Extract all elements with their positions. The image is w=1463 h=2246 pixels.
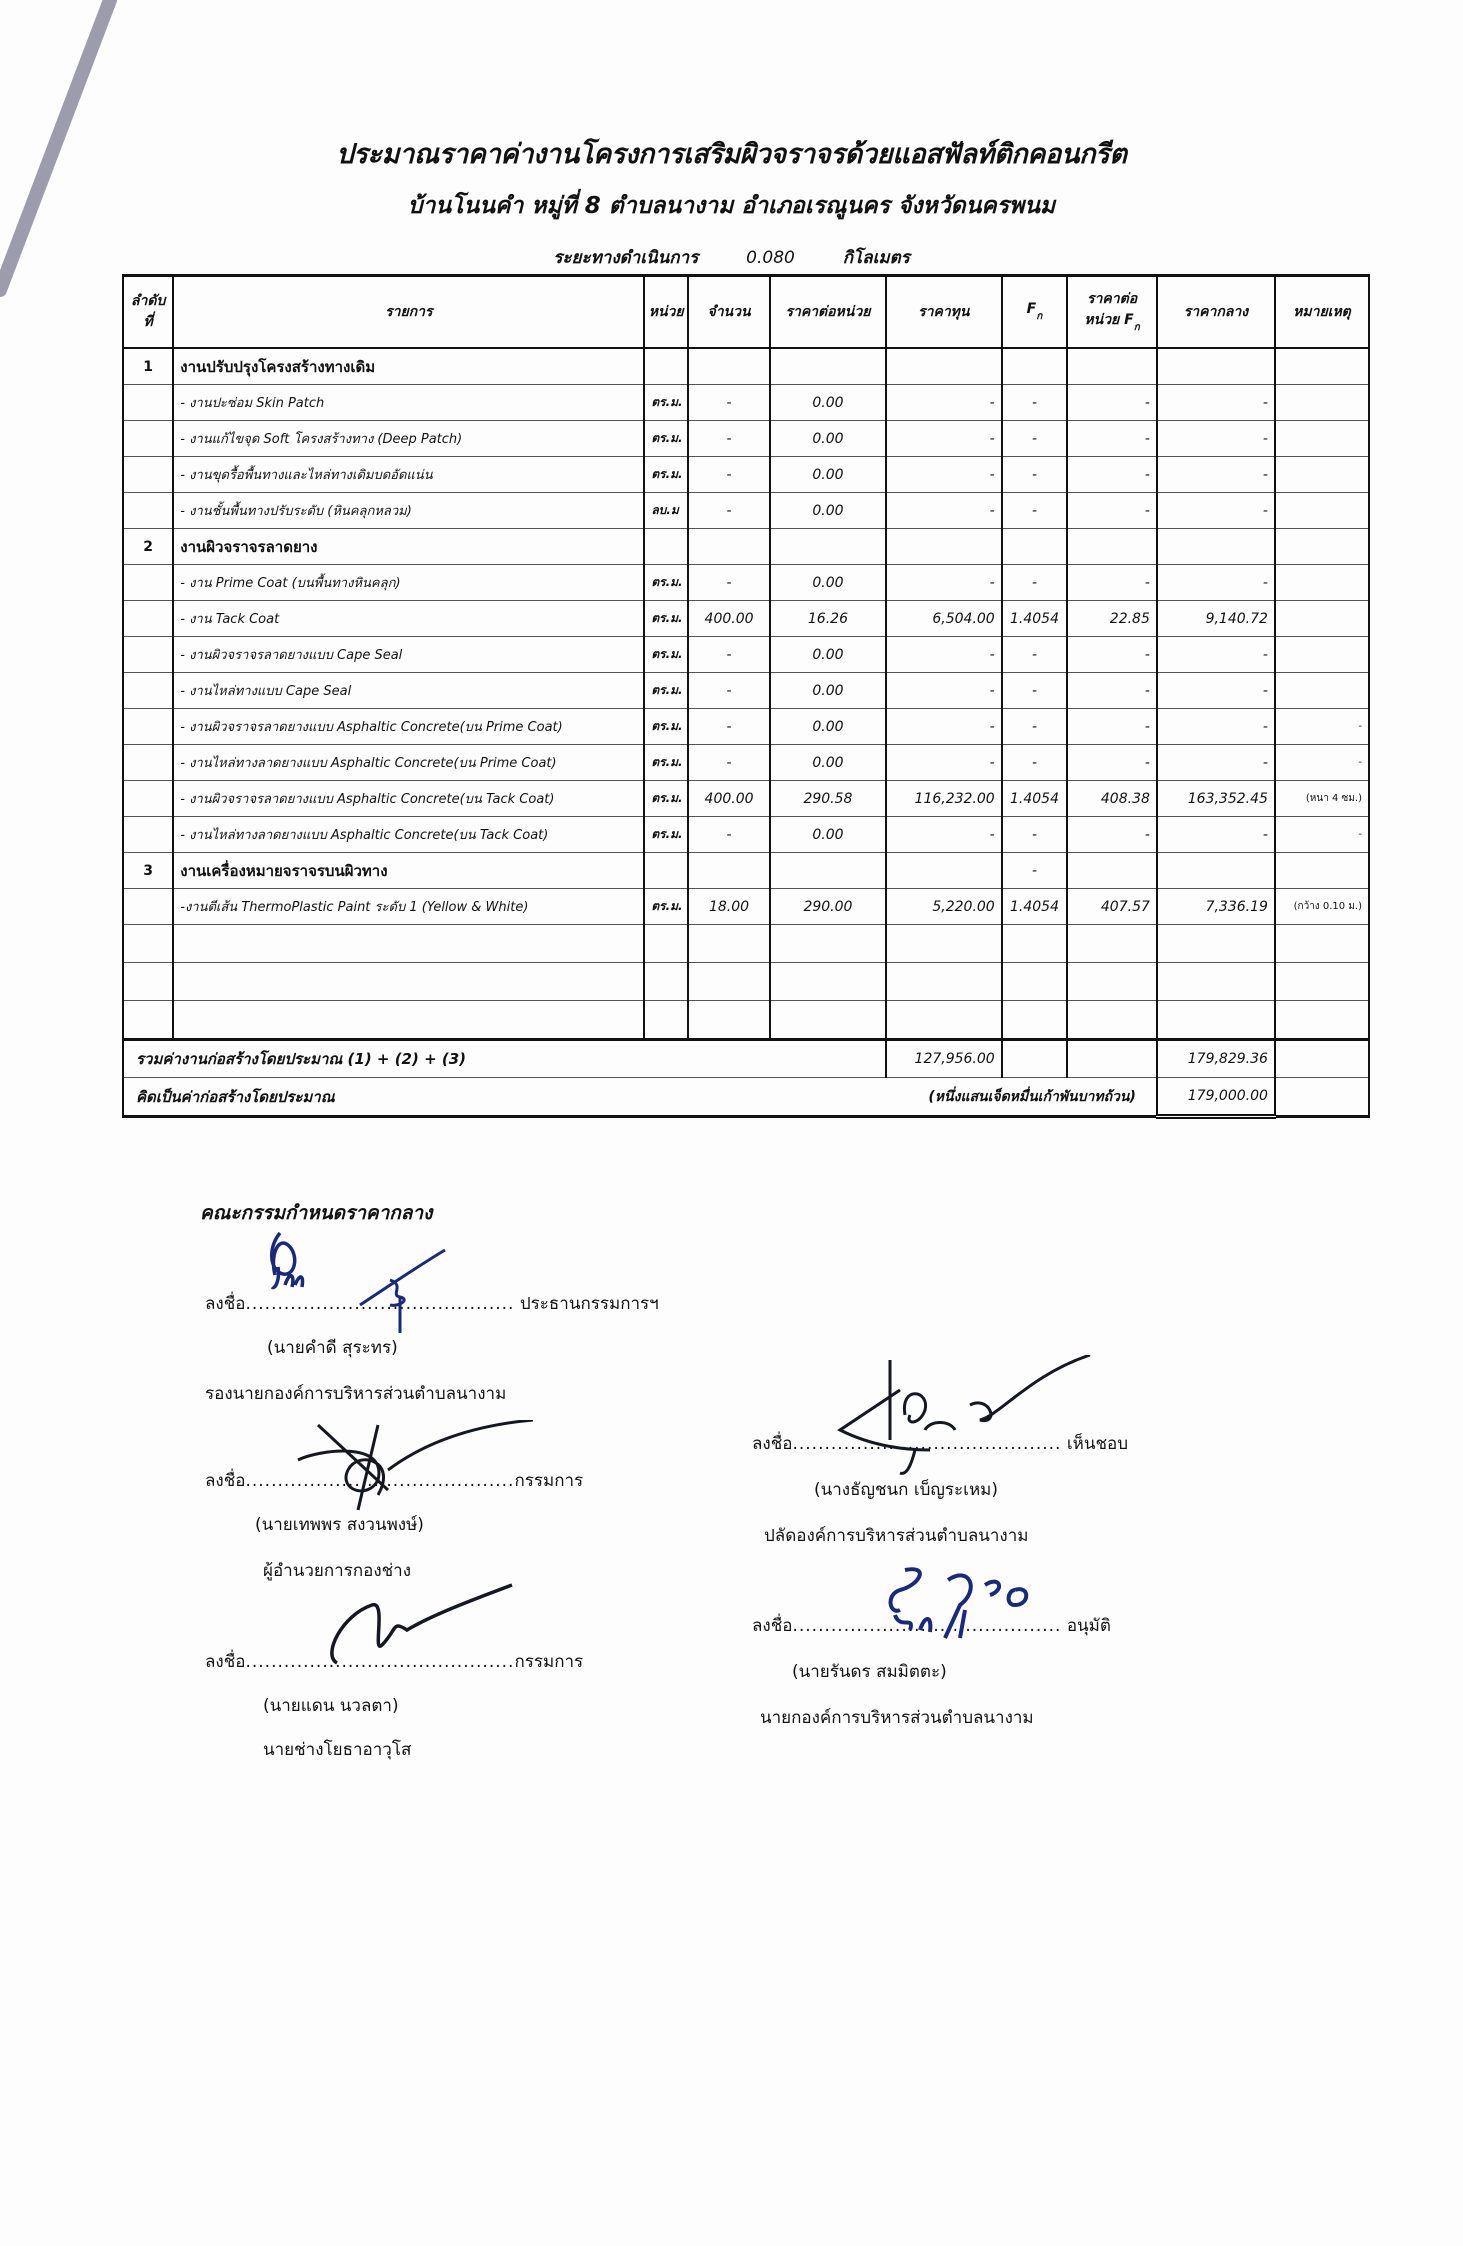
item-unit-price-factor: - xyxy=(1067,385,1157,421)
item-unit: ตร.ม. xyxy=(644,817,688,853)
item-unit-price: 0.00 xyxy=(770,745,886,781)
item-cost: - xyxy=(886,673,1002,709)
empty-cell xyxy=(886,963,1002,1001)
header-factor-subscript: ก xyxy=(1036,310,1043,322)
section-number: 1 xyxy=(123,348,173,385)
signature-dots: .......................................... xyxy=(792,1616,1062,1636)
signature-line xyxy=(752,1612,1232,1639)
row-number-cell xyxy=(123,421,173,457)
item-cost: - xyxy=(886,709,1002,745)
item-factor: - xyxy=(1002,673,1068,709)
distance-value: 0.080 xyxy=(746,248,795,268)
item-median-price: - xyxy=(1157,457,1275,493)
item-description: - งานผิวจราจรลาดยางแบบ Asphaltic Concrete(บน Prime Coat) xyxy=(173,709,644,745)
item-cost: - xyxy=(886,421,1002,457)
item-unit-price-factor: - xyxy=(1067,673,1157,709)
item-median-price: 7,336.19 xyxy=(1157,889,1275,925)
row-number-cell xyxy=(123,781,173,817)
item-median-price: - xyxy=(1157,637,1275,673)
item-factor: - xyxy=(1002,385,1068,421)
item-unit-price: 0.00 xyxy=(770,817,886,853)
signatory-position: นายกองค์การบริหารส่วนตำบลนางาม xyxy=(760,1708,1034,1728)
table-row xyxy=(123,385,1369,421)
item-median-price: - xyxy=(1157,709,1275,745)
empty-cell xyxy=(1002,348,1068,385)
row-number-cell xyxy=(123,457,173,493)
empty-row xyxy=(123,963,1369,1001)
header-no-line2: ที่ xyxy=(143,314,153,330)
item-description: - งาน Prime Coat (บนพื้นทางหินคลุก) xyxy=(173,565,644,601)
item-median-price: - xyxy=(1157,385,1275,421)
empty-cell xyxy=(1275,348,1369,385)
empty-cell xyxy=(1275,925,1369,963)
item-factor: - xyxy=(1002,421,1068,457)
item-unit: ตร.ม. xyxy=(644,709,688,745)
signatory-role: อนุมัติ xyxy=(1066,1616,1111,1636)
row-number-cell xyxy=(123,673,173,709)
item-unit-price: 0.00 xyxy=(770,637,886,673)
header-remark: หมายเหตุ xyxy=(1275,276,1369,349)
item-unit-price: 0.00 xyxy=(770,385,886,421)
item-unit-price: 0.00 xyxy=(770,493,886,529)
item-median-price: - xyxy=(1157,421,1275,457)
header-upf-line1: ราคาต่อ xyxy=(1087,291,1138,307)
row-number-cell xyxy=(123,493,173,529)
sign-prefix: ลงชื่อ xyxy=(752,1434,793,1454)
item-unit-price-factor: 22.85 xyxy=(1067,601,1157,637)
empty-cell xyxy=(770,348,886,385)
empty-cell xyxy=(1067,1001,1157,1040)
empty-cell xyxy=(644,1001,688,1040)
empty-cell xyxy=(644,348,688,385)
item-quantity: - xyxy=(688,457,770,493)
header-median-price: ราคากลาง xyxy=(1157,276,1275,349)
empty-cell xyxy=(1275,963,1369,1001)
item-description: - งานผิวจราจรลาดยางแบบ Cape Seal xyxy=(173,637,644,673)
signatory-name: (นายเทพพร สงวนพงษ์) xyxy=(255,1515,424,1535)
item-median-price: - xyxy=(1157,817,1275,853)
table-row xyxy=(123,745,1369,781)
document-title: ประมาณราคาค่างานโครงการเสริมผิวจราจรด้วยแอสฟัลท์ติกคอนกรีต xyxy=(336,139,1127,170)
row-number-cell xyxy=(123,637,173,673)
item-quantity: - xyxy=(688,709,770,745)
empty-cell xyxy=(1002,1001,1068,1040)
section-title: งานเครื่องหมายจราจรบนผิวทาง xyxy=(173,853,644,889)
item-unit-price-factor: - xyxy=(1067,493,1157,529)
row-number-cell xyxy=(123,745,173,781)
empty-cell xyxy=(1067,853,1157,889)
item-unit: ตร.ม. xyxy=(644,385,688,421)
empty-cell xyxy=(688,963,770,1001)
item-unit-price: 0.00 xyxy=(770,421,886,457)
header-upf-subscript: ก xyxy=(1133,322,1140,333)
item-cost: 5,220.00 xyxy=(886,889,1002,925)
empty-cell xyxy=(770,963,886,1001)
item-unit: ตร.ม. xyxy=(644,889,688,925)
table-row xyxy=(123,565,1369,601)
signature-dots: .......................................... xyxy=(245,1471,515,1491)
item-remark xyxy=(1275,493,1369,529)
item-description: - งานขุดรื้อพื้นทางและไหล่ทางเดิมบดอัดแน่น xyxy=(173,457,644,493)
item-unit-price-factor: - xyxy=(1067,421,1157,457)
final-amount-in-words: (หนึ่งแสนเจ็ดหมื่นเก้าพันบาทถ้วน) xyxy=(688,1078,1157,1117)
item-factor: - xyxy=(1002,817,1068,853)
empty-cell xyxy=(770,925,886,963)
signature-line xyxy=(205,1467,665,1494)
signature-dots: .......................................... xyxy=(245,1294,515,1314)
item-quantity: - xyxy=(688,637,770,673)
empty-cell xyxy=(770,1001,886,1040)
item-remark: - xyxy=(1275,745,1369,781)
final-label: คิดเป็นค่าก่อสร้างโดยประมาณ xyxy=(123,1078,688,1117)
item-description: - งานปะซ่อม Skin Patch xyxy=(173,385,644,421)
item-cost: - xyxy=(886,637,1002,673)
empty-cell xyxy=(770,853,886,889)
empty-cell xyxy=(886,529,1002,565)
header-factor-symbol: F xyxy=(1026,300,1037,317)
signatory-role: กรรมการ xyxy=(514,1652,584,1672)
item-description: - งานไหล่ทางแบบ Cape Seal xyxy=(173,673,644,709)
distance-unit: กิโลเมตร xyxy=(842,248,910,268)
empty-cell xyxy=(886,925,1002,963)
signature-line xyxy=(752,1430,1232,1457)
item-median-price: - xyxy=(1157,565,1275,601)
item-remark xyxy=(1275,637,1369,673)
item-factor: - xyxy=(1002,709,1068,745)
item-unit-price-factor: - xyxy=(1067,709,1157,745)
empty-cell xyxy=(1002,963,1068,1001)
item-description: - งานไหล่ทางลาดยางแบบ Asphaltic Concrete(บน Tack Coat) xyxy=(173,817,644,853)
signatory-name: (นายคำดี สุระทร) xyxy=(267,1338,398,1358)
header-unit-price: ราคาต่อหน่วย xyxy=(770,276,886,349)
header-unit-price-factor xyxy=(1067,276,1157,349)
signatory-role: เห็นชอบ xyxy=(1066,1434,1129,1454)
empty-cell xyxy=(688,1001,770,1040)
signature-dots: .......................................... xyxy=(792,1434,1062,1454)
item-unit-price-factor: - xyxy=(1067,637,1157,673)
empty-cell xyxy=(1157,348,1275,385)
item-unit: ตร.ม. xyxy=(644,673,688,709)
item-unit-price-factor: - xyxy=(1067,817,1157,853)
table-row xyxy=(123,493,1369,529)
empty-cell xyxy=(1157,925,1275,963)
item-quantity: 400.00 xyxy=(688,601,770,637)
item-median-price: - xyxy=(1157,493,1275,529)
empty-cell xyxy=(1275,529,1369,565)
section-number: 2 xyxy=(123,529,173,565)
empty-cell xyxy=(1002,529,1068,565)
signatory-name: (นายรันดร สมมิตตะ) xyxy=(792,1662,947,1682)
signatory-name: (นางธัญชนก เบ็ญระเหม) xyxy=(814,1480,999,1500)
item-unit-price: 290.58 xyxy=(770,781,886,817)
item-factor: 1.4054 xyxy=(1002,601,1068,637)
item-cost: - xyxy=(886,457,1002,493)
cost-estimate-table xyxy=(122,274,1370,1119)
section-factor: - xyxy=(1002,853,1068,889)
item-unit-price-factor: 407.57 xyxy=(1067,889,1157,925)
item-remark xyxy=(1275,673,1369,709)
header-unit: หน่วย xyxy=(644,276,688,349)
sign-prefix: ลงชื่อ xyxy=(752,1616,793,1636)
table-body xyxy=(123,348,1369,1117)
section-row xyxy=(123,853,1369,889)
empty-cell xyxy=(886,853,1002,889)
item-unit-price: 0.00 xyxy=(770,673,886,709)
distance-label: ระยะทางดำเนินการ xyxy=(553,248,699,268)
header-cost: ราคาทุน xyxy=(886,276,1002,349)
signatory-role: ประธานกรรมการฯ xyxy=(519,1294,659,1314)
table-row xyxy=(123,637,1369,673)
item-quantity: - xyxy=(688,817,770,853)
empty-cell xyxy=(1157,853,1275,889)
item-description: - งานแก้ไขจุด Soft โครงสร้างทาง (Deep Patch) xyxy=(173,421,644,457)
empty-cell xyxy=(644,853,688,889)
item-factor: - xyxy=(1002,565,1068,601)
item-median-price: 163,352.45 xyxy=(1157,781,1275,817)
row-number-cell xyxy=(123,385,173,421)
empty-cell xyxy=(123,963,173,1001)
item-unit: ตร.ม. xyxy=(644,565,688,601)
table-row xyxy=(123,673,1369,709)
item-median-price: - xyxy=(1157,673,1275,709)
signature-line xyxy=(205,1648,665,1675)
signatory-position: ปลัดองค์การบริหารส่วนตำบลนางาม xyxy=(764,1526,1029,1546)
table-row xyxy=(123,889,1369,925)
row-number-cell xyxy=(123,817,173,853)
empty-cell xyxy=(1067,348,1157,385)
item-cost: - xyxy=(886,817,1002,853)
item-remark xyxy=(1275,385,1369,421)
header-upf-line2: หน่วย F xyxy=(1084,312,1134,328)
table-row xyxy=(123,457,1369,493)
item-unit-price: 0.00 xyxy=(770,709,886,745)
header-description: รายการ xyxy=(173,276,644,349)
empty-cell xyxy=(173,925,644,963)
table-row xyxy=(123,421,1369,457)
item-unit: ตร.ม. xyxy=(644,745,688,781)
item-factor: - xyxy=(1002,637,1068,673)
signatory-position: นายช่างโยธาอาวุโส xyxy=(263,1740,412,1760)
final-row xyxy=(123,1078,1369,1117)
item-quantity: - xyxy=(688,673,770,709)
empty-cell xyxy=(123,925,173,963)
signatory-position: ผู้อำนวยการกองช่าง xyxy=(263,1561,412,1581)
item-unit-price-factor: - xyxy=(1067,457,1157,493)
sign-prefix: ลงชื่อ xyxy=(205,1652,246,1672)
item-quantity: 18.00 xyxy=(688,889,770,925)
item-unit-price: 0.00 xyxy=(770,457,886,493)
row-number-cell xyxy=(123,889,173,925)
item-unit-price-factor: - xyxy=(1067,565,1157,601)
item-cost: - xyxy=(886,565,1002,601)
item-cost: - xyxy=(886,745,1002,781)
item-unit: ตร.ม. xyxy=(644,781,688,817)
empty-cell xyxy=(123,1001,173,1040)
signatory-name: (นายแดน นวลตา) xyxy=(263,1696,399,1716)
item-description: - งานชั้นพื้นทางปรับระดับ (หินคลุกหลวม) xyxy=(173,493,644,529)
empty-cell xyxy=(688,853,770,889)
empty-cell xyxy=(644,529,688,565)
row-number-cell xyxy=(123,565,173,601)
item-cost: - xyxy=(886,493,1002,529)
item-description: -งานตีเส้น ThermoPlastic Paint ระดับ 1 (Yellow & White) xyxy=(173,889,644,925)
item-quantity: - xyxy=(688,385,770,421)
empty-row xyxy=(123,1001,1369,1040)
total-row xyxy=(123,1040,1369,1078)
item-unit: ตร.ม. xyxy=(644,601,688,637)
item-median-price: 9,140.72 xyxy=(1157,601,1275,637)
section-row xyxy=(123,348,1369,385)
total-label: รวมค่างานก่อสร้างโดยประมาณ (1) + (2) + (3) xyxy=(123,1040,886,1078)
header-no xyxy=(123,276,173,349)
empty-cell xyxy=(1002,925,1068,963)
empty-cell xyxy=(644,925,688,963)
empty-cell xyxy=(173,963,644,1001)
section-title: งานผิวจราจรลาดยาง xyxy=(173,529,644,565)
item-unit: ตร.ม. xyxy=(644,637,688,673)
empty-cell xyxy=(1067,963,1157,1001)
item-quantity: - xyxy=(688,565,770,601)
signature-block-chairman xyxy=(205,1290,665,1420)
header-no-line1: ลำดับ xyxy=(130,293,166,309)
item-cost: - xyxy=(886,385,1002,421)
final-rounded-amount: 179,000.00 xyxy=(1157,1078,1275,1117)
item-remark xyxy=(1275,457,1369,493)
empty-cell xyxy=(1275,1040,1369,1078)
item-cost: 6,504.00 xyxy=(886,601,1002,637)
item-unit-price: 16.26 xyxy=(770,601,886,637)
empty-cell xyxy=(770,529,886,565)
item-cost: 116,232.00 xyxy=(886,781,1002,817)
item-unit: ตร.ม. xyxy=(644,457,688,493)
empty-row xyxy=(123,925,1369,963)
empty-cell xyxy=(1067,529,1157,565)
item-remark: - xyxy=(1275,817,1369,853)
empty-cell xyxy=(1275,1078,1369,1117)
table-row xyxy=(123,709,1369,745)
empty-cell xyxy=(173,1001,644,1040)
item-factor: - xyxy=(1002,457,1068,493)
item-unit-price-factor: - xyxy=(1067,745,1157,781)
item-unit-price-factor: 408.38 xyxy=(1067,781,1157,817)
committee-heading: คณะกรรมกำหนดราคากลาง xyxy=(200,1202,433,1224)
empty-cell xyxy=(1067,925,1157,963)
empty-cell xyxy=(1275,1001,1369,1040)
item-quantity: - xyxy=(688,421,770,457)
item-factor: 1.4054 xyxy=(1002,889,1068,925)
signature-line xyxy=(205,1290,665,1317)
section-number: 3 xyxy=(123,853,173,889)
item-description: - งาน Tack Coat xyxy=(173,601,644,637)
empty-cell xyxy=(886,348,1002,385)
item-remark: - xyxy=(1275,709,1369,745)
item-remark xyxy=(1275,565,1369,601)
item-factor: 1.4054 xyxy=(1002,781,1068,817)
empty-cell xyxy=(1157,529,1275,565)
empty-cell xyxy=(688,348,770,385)
item-remark: (กว้าง 0.10 ม.) xyxy=(1275,889,1369,925)
table-row xyxy=(123,601,1369,637)
item-unit: ลบ.ม xyxy=(644,493,688,529)
item-description: - งานไหล่ทางลาดยางแบบ Asphaltic Concrete(บน Prime Coat) xyxy=(173,745,644,781)
row-number-cell xyxy=(123,601,173,637)
empty-cell xyxy=(644,963,688,1001)
signatory-role: กรรมการ xyxy=(514,1471,584,1491)
signatory-position: รองนายกองค์การบริหารส่วนตำบลนางาม xyxy=(205,1384,507,1404)
item-factor: - xyxy=(1002,493,1068,529)
empty-cell xyxy=(688,925,770,963)
signature-block-member-1 xyxy=(205,1467,665,1597)
sign-prefix: ลงชื่อ xyxy=(205,1471,246,1491)
item-unit: ตร.ม. xyxy=(644,421,688,457)
total-median-price: 179,829.36 xyxy=(1157,1040,1275,1078)
empty-cell xyxy=(1067,1040,1157,1078)
table-row xyxy=(123,781,1369,817)
item-quantity: - xyxy=(688,493,770,529)
item-remark: (หนา 4 ซม.) xyxy=(1275,781,1369,817)
item-quantity: 400.00 xyxy=(688,781,770,817)
empty-cell xyxy=(1157,963,1275,1001)
total-cost: 127,956.00 xyxy=(886,1040,1002,1078)
signature-dots: .......................................... xyxy=(245,1652,515,1672)
project-distance xyxy=(0,244,1463,271)
empty-cell xyxy=(1002,1040,1068,1078)
section-title: งานปรับปรุงโครงสร้างทางเดิม xyxy=(173,348,644,385)
row-number-cell xyxy=(123,709,173,745)
header-quantity: จำนวน xyxy=(688,276,770,349)
table-row xyxy=(123,817,1369,853)
header-factor xyxy=(1002,276,1068,349)
item-remark xyxy=(1275,601,1369,637)
item-description: - งานผิวจราจรลาดยางแบบ Asphaltic Concrete(บน Tack Coat) xyxy=(173,781,644,817)
empty-cell xyxy=(1275,853,1369,889)
project-location: บ้านโนนคำ หมู่ที่ 8 ตำบลนางาม อำเภอเรณูนคร จังหวัดนครพนม xyxy=(407,193,1056,219)
item-unit-price: 0.00 xyxy=(770,565,886,601)
sign-prefix: ลงชื่อ xyxy=(205,1294,246,1314)
empty-cell xyxy=(688,529,770,565)
item-quantity: - xyxy=(688,745,770,781)
empty-cell xyxy=(1157,1001,1275,1040)
item-factor: - xyxy=(1002,745,1068,781)
signature-block-member-2 xyxy=(205,1648,665,1778)
table-header-row xyxy=(123,276,1369,349)
signature-block-approve-opinion xyxy=(752,1430,1232,1560)
empty-cell xyxy=(886,1001,1002,1040)
item-remark xyxy=(1275,421,1369,457)
item-median-price: - xyxy=(1157,745,1275,781)
section-row xyxy=(123,529,1369,565)
signature-block-approve xyxy=(752,1612,1232,1742)
item-unit-price: 290.00 xyxy=(770,889,886,925)
